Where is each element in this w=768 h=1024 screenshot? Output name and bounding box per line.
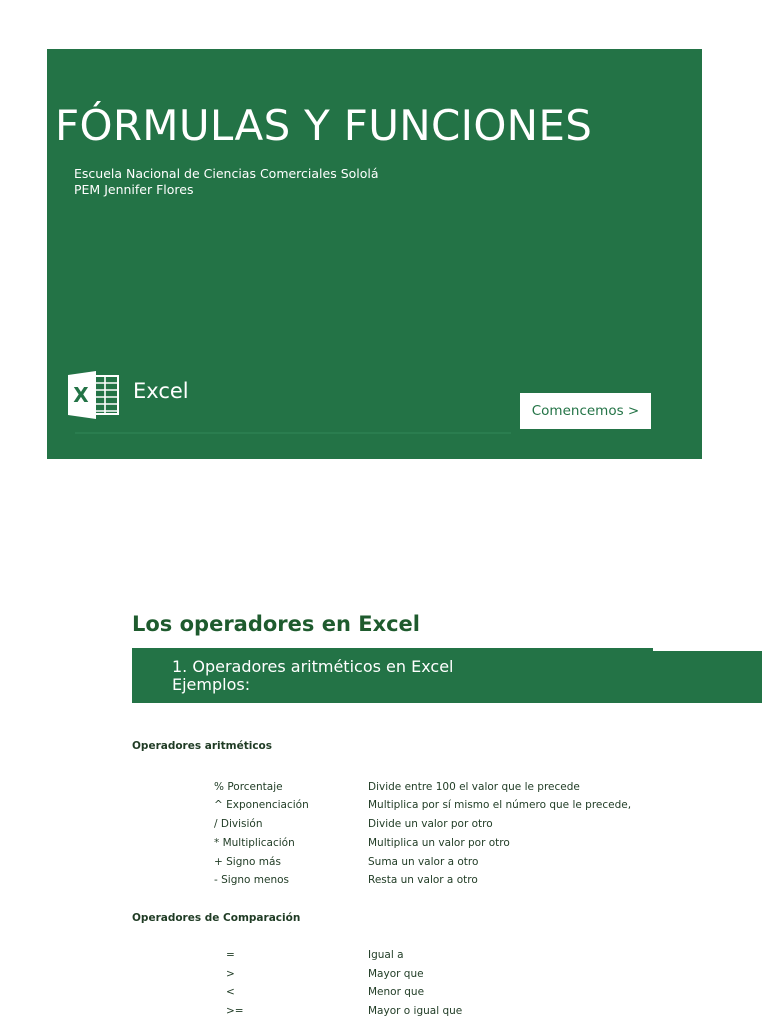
- app-name: Excel: [133, 379, 189, 403]
- operator-symbol: * Multiplicación: [214, 837, 295, 849]
- school-name: Escuela Nacional de Ciencias Comerciales Sololá: [74, 166, 379, 181]
- comparison-row: [0, 968, 600, 986]
- operator-description: Multiplica por sí mismo el número que le precede,: [368, 799, 632, 811]
- operator-description: Mayor o igual que: [368, 1005, 463, 1017]
- operator-symbol: >: [226, 968, 235, 980]
- teacher-name: PEM Jennifer Flores: [74, 182, 194, 197]
- start-button[interactable]: Comencemos >: [520, 393, 651, 429]
- arithmetic-row: [0, 799, 632, 817]
- comparison-row: [0, 1005, 600, 1023]
- operator-description: Resta un valor a otro: [368, 874, 478, 886]
- comparison-section-title: Operadores de Comparación: [132, 912, 301, 924]
- operators-heading: Los operadores en Excel: [132, 612, 421, 636]
- operator-symbol: ^ Exponenciación: [214, 799, 309, 811]
- arithmetic-row: [0, 837, 600, 855]
- cover-subtitle: [74, 166, 379, 198]
- arithmetic-section-title: Operadores aritméticos: [132, 740, 273, 752]
- operator-description: Suma un valor a otro: [368, 856, 479, 868]
- cover-title: FÓRMULAS Y FUNCIONES: [55, 101, 593, 150]
- operator-symbol: / División: [214, 818, 263, 830]
- arithmetic-row: [0, 874, 600, 892]
- operator-symbol: >=: [226, 1005, 244, 1017]
- operator-symbol: % Porcentaje: [214, 781, 283, 793]
- band-line-2: Ejemplos:: [172, 675, 251, 694]
- divider: [75, 432, 511, 434]
- operator-description: Igual a: [368, 949, 404, 961]
- operator-description: Menor que: [368, 986, 425, 998]
- operator-description: Multiplica un valor por otro: [368, 837, 510, 849]
- excel-logo-letter: X: [73, 383, 89, 407]
- arithmetic-row: [0, 818, 600, 836]
- arithmetic-row: [0, 781, 600, 799]
- band-text: [172, 658, 453, 694]
- operator-description: Divide entre 100 el valor que le precede: [368, 781, 580, 793]
- section-band: [132, 648, 762, 703]
- operator-symbol: <: [226, 986, 235, 998]
- operator-symbol: =: [226, 949, 235, 961]
- operator-symbol: - Signo menos: [214, 874, 290, 886]
- band-step-notch: [653, 646, 763, 651]
- operator-description: Divide un valor por otro: [368, 818, 493, 830]
- comparison-row: [0, 949, 600, 967]
- comparison-row: [0, 986, 600, 1004]
- operator-description: Mayor que: [368, 968, 424, 980]
- excel-logo-icon: [68, 371, 120, 419]
- cover-slide: [47, 49, 702, 459]
- arithmetic-row: [0, 856, 600, 874]
- operator-symbol: + Signo más: [214, 856, 281, 868]
- band-line-1: 1. Operadores aritméticos en Excel: [172, 657, 454, 676]
